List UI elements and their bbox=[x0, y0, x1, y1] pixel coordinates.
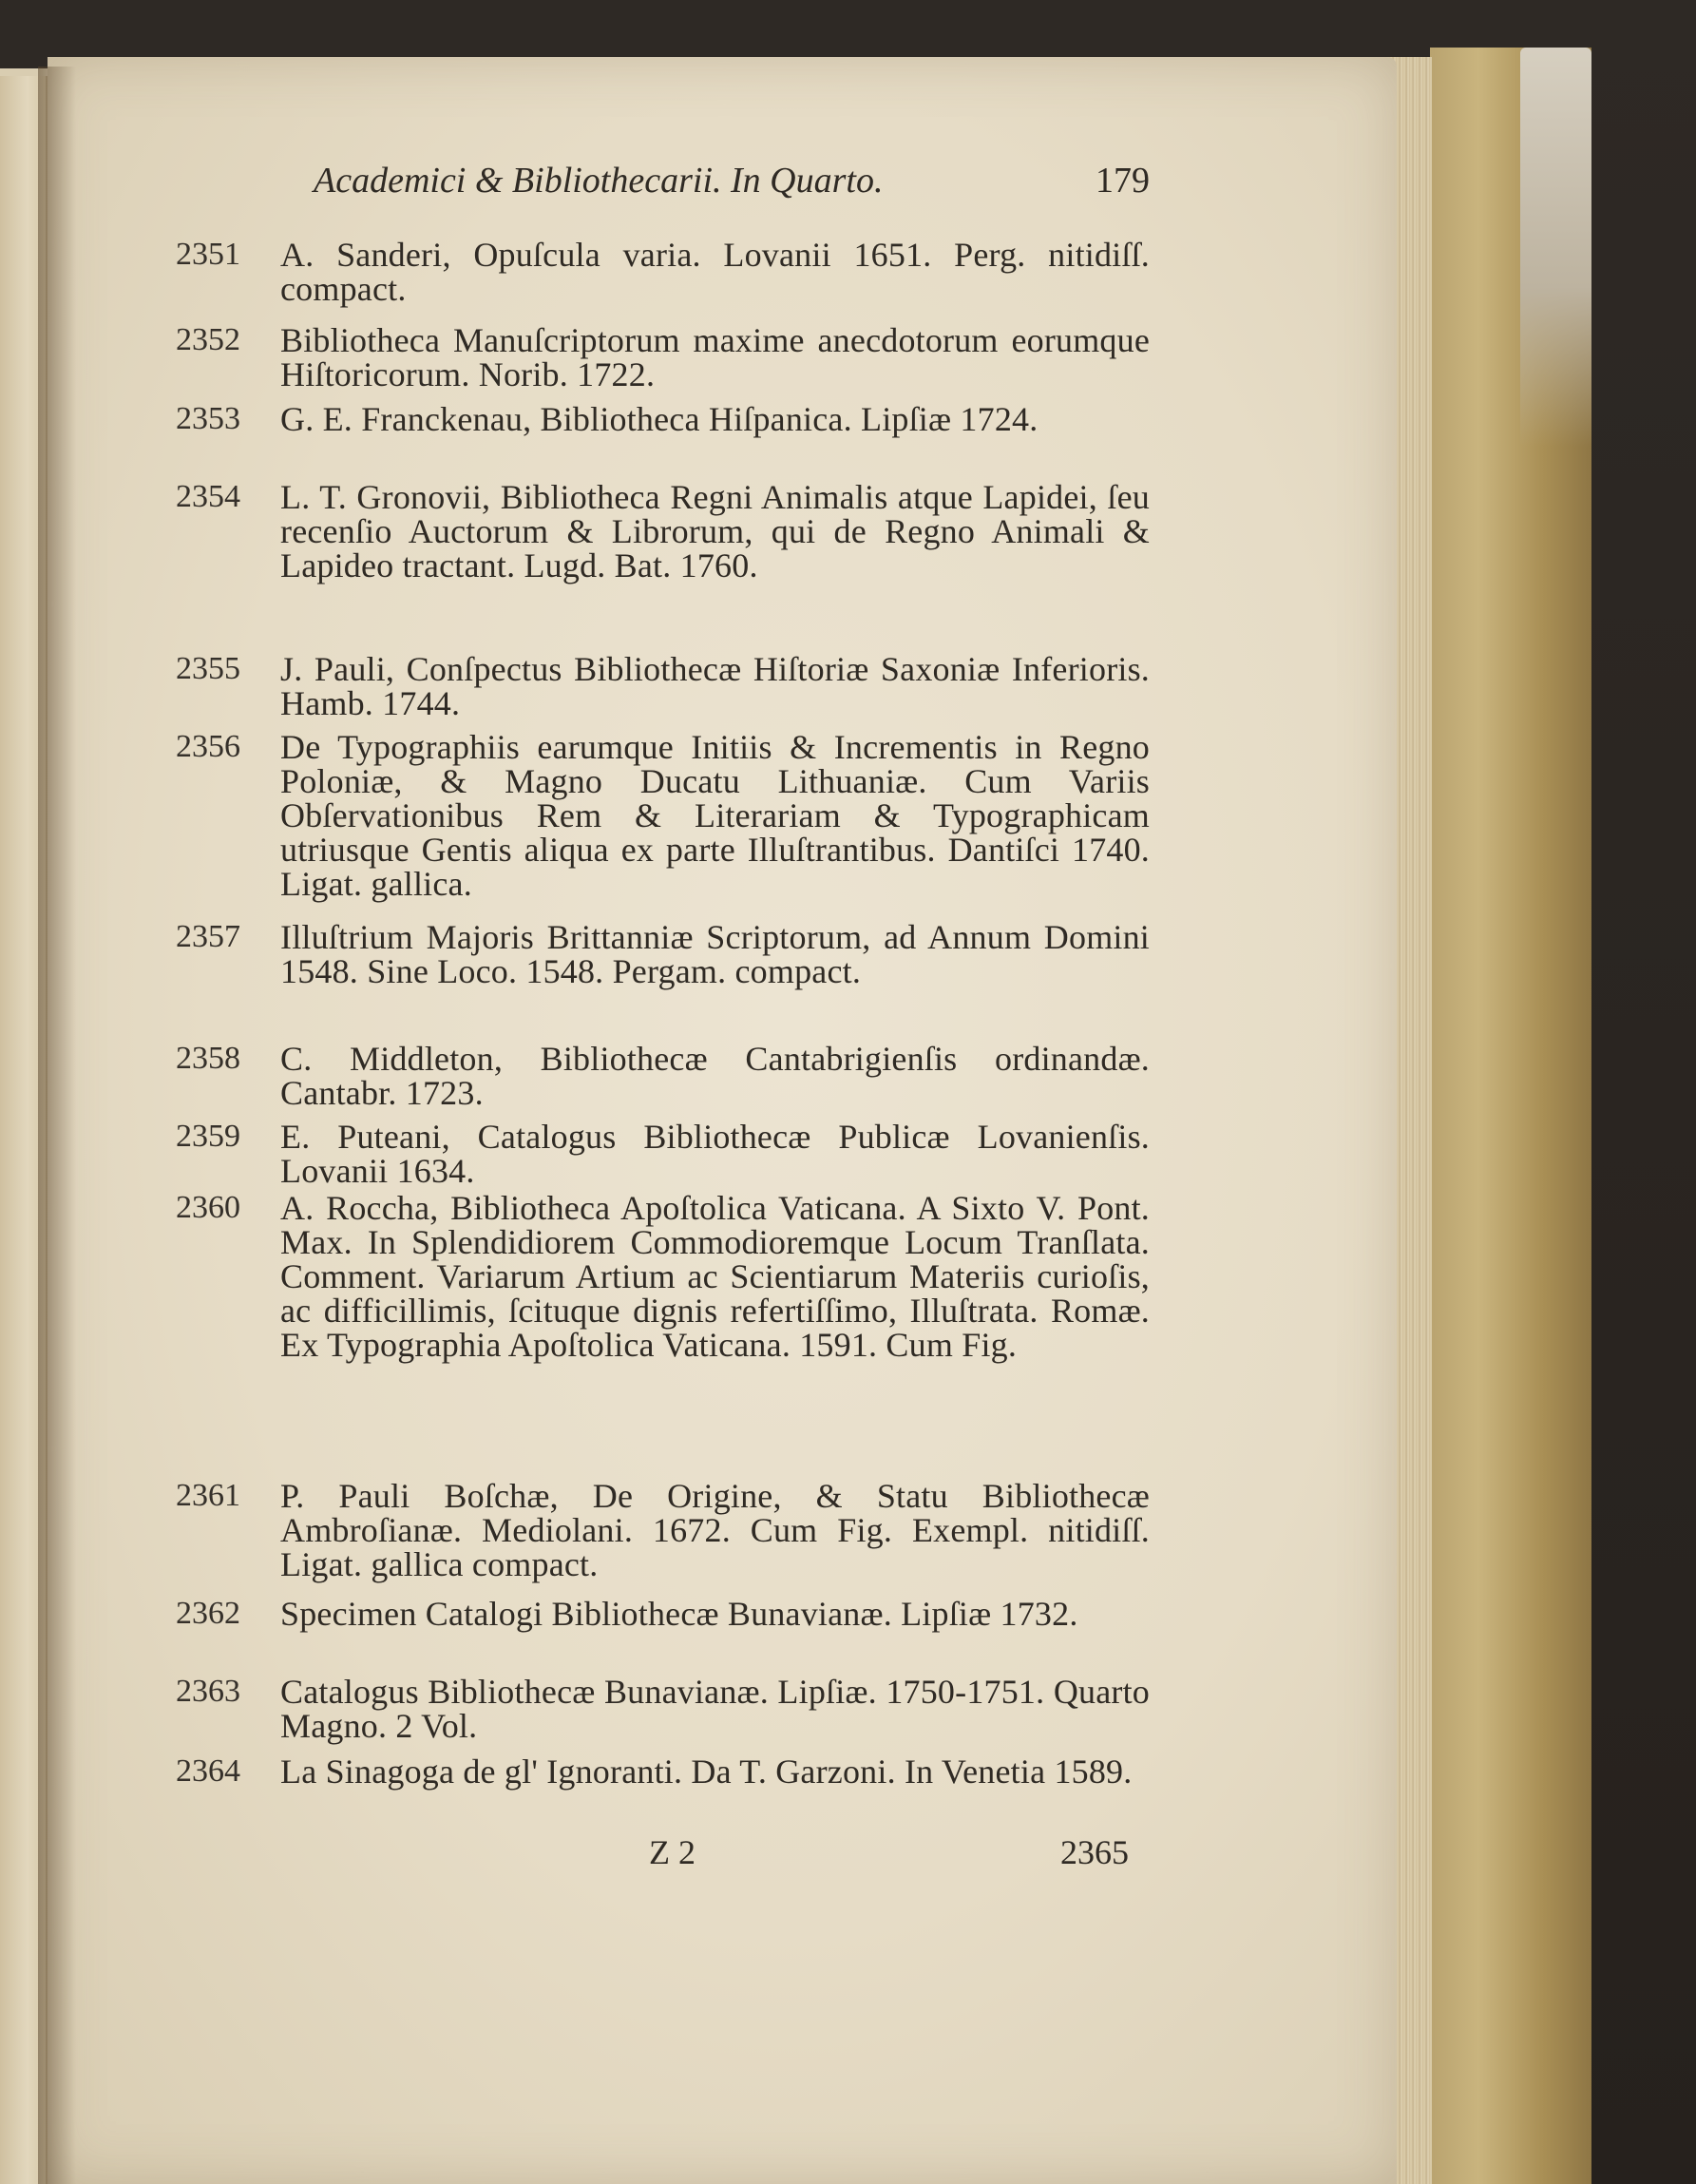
entry-number: 2352 bbox=[176, 322, 240, 357]
running-header bbox=[314, 160, 1150, 201]
entry-text: G. E. Franckenau, Bibliotheca Hiſpanica. Lipſiæ 1724. bbox=[280, 400, 1039, 438]
gutter-shadow bbox=[38, 67, 76, 2184]
entry-text: La Sinagoga de gl' Ignoranti. Da T. Garzoni. In Venetia 1589. bbox=[280, 1753, 1133, 1791]
entry-number: 2363 bbox=[176, 1674, 240, 1709]
entry-text: Catalogus Bibliothecæ Bunavianæ. Lipſiæ. 1750-1751. Quarto Magno. 2 Vol. bbox=[280, 1673, 1150, 1745]
entry-text: P. Pauli Boſchæ, De Origine, & Statu Bibliothecæ Ambroſianæ. Mediolani. 1672. Cum Fig. Exempl. nitidiſſ. Ligat. gallica compact. bbox=[280, 1477, 1150, 1583]
entry-number: 2361 bbox=[176, 1478, 240, 1513]
entry-number: 2357 bbox=[176, 919, 240, 954]
entry-text: A. Sanderi, Opuſcula varia. Lovanii 1651. Perg. nitidiſſ. compact. bbox=[280, 236, 1150, 308]
entry-number: 2354 bbox=[176, 479, 240, 514]
entry-text: Bibliotheca Manuſcriptorum maxime anecdotorum eorumque Hiſtoricorum. Norib. 1722. bbox=[280, 321, 1150, 393]
entry-number: 2364 bbox=[176, 1753, 240, 1789]
entry-number: 2351 bbox=[176, 237, 240, 272]
entry-text: C. Middleton, Bibliothecæ Cantabrigienſis ordinandæ. Cantabr. 1723. bbox=[280, 1040, 1150, 1112]
running-title: Academici & Bibliothecarii. In Quarto. bbox=[314, 161, 884, 201]
catchword: 2365 bbox=[1060, 1833, 1129, 1871]
entry-text: De Typographiis earumque Initiis & Incrementis in Regno Poloniæ, & Magno Ducatu Lithuaniæ. Cum Variis Obſervationibus Rem & Literariam & Typographicam utriusque Gentis aliqua ex parte Illuſtrantibus. Dantiſci 1740. Ligat. gallica. bbox=[280, 728, 1150, 903]
entry-text: Illuſtrium Majoris Brittanniæ Scriptorum, ad Annum Domini 1548. Sine Loco. 1548. Pergam. compact. bbox=[280, 918, 1150, 990]
worn-cover-spot bbox=[1520, 48, 1591, 447]
entry-text: A. Roccha, Bibliotheca Apoſtolica Vaticana. A Sixto V. Pont. Max. In Splendidiorem Commodioremque Locum Tranſlata. Comment. Variarum Artium ac Scientiarum Materiis curioſis, ac difficillimis, ſcituque dignis refertiſſimo, Illuſtrata. Romæ. Ex Typographia Apoſtolica Vaticana. 1591. Cum Fig. bbox=[280, 1189, 1150, 1364]
entry-text: L. T. Gronovii, Bibliotheca Regni Animalis atque Lapidei, ſeu recenſio Auctorum & Librorum, qui de Regno Animali & Lapideo tractant. Lugd. Bat. 1760. bbox=[280, 478, 1150, 584]
entry-number: 2359 bbox=[176, 1119, 240, 1154]
entry-number: 2355 bbox=[176, 651, 240, 686]
entry-text: E. Puteani, Catalogus Bibliothecæ Publicæ Lovanienſis. Lovanii 1634. bbox=[280, 1118, 1150, 1190]
page-number: 179 bbox=[1096, 161, 1150, 201]
entry-number: 2362 bbox=[176, 1596, 240, 1631]
entry-number: 2360 bbox=[176, 1190, 240, 1225]
signature-mark: Z 2 bbox=[649, 1833, 696, 1871]
entry-number: 2356 bbox=[176, 729, 240, 764]
entry-text: J. Pauli, Conſpectus Bibliothecæ Hiſtoriæ Saxoniæ Inferioris. Hamb. 1744. bbox=[280, 650, 1150, 722]
entry-number: 2353 bbox=[176, 401, 240, 436]
entry-text: Specimen Catalogi Bibliothecæ Bunavianæ. Lipſiæ 1732. bbox=[280, 1595, 1078, 1633]
entry-number: 2358 bbox=[176, 1041, 240, 1076]
